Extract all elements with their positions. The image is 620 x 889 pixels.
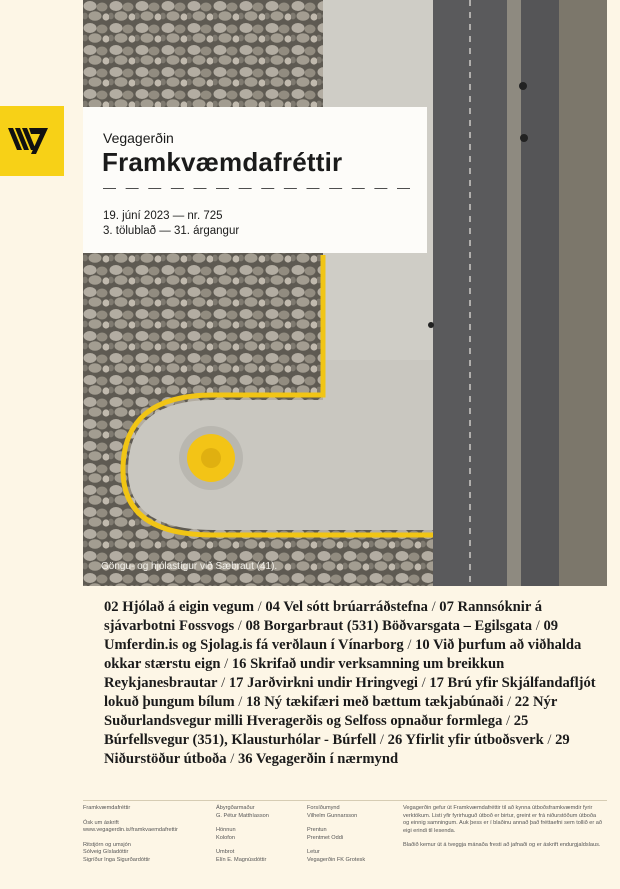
colophon-entry: Ábyrgðarmaður G. Pétur Matthíasson bbox=[216, 805, 269, 819]
colophon-col-1 bbox=[83, 805, 193, 871]
colophon-entry: Hönnun Kolofon bbox=[216, 827, 236, 841]
colophon-entry: Ósk um áskrift www.vegagerdin.is/framkvaemdafrettir bbox=[83, 819, 178, 833]
title-dashes: — — — — — — — — — — — — — — bbox=[103, 180, 413, 195]
colophon-col-4 bbox=[403, 805, 603, 857]
toc-item[interactable]: 17 Jarðvirkni undir Hringvegi bbox=[228, 675, 418, 691]
toc-item[interactable]: 10 Við þurfum að viðhalda okkar stærstu eign bbox=[104, 637, 582, 672]
toc-item[interactable]: 25 Búrfellsvegur (351), Klausturhólar - Búrfell bbox=[104, 713, 529, 748]
colophon-entry: Vegagerðin gefur út Framkvæmdafréttir til að kynna útboðsframkvæmdir fyrir verktökum. Listi yfir fyrirhuguð útboð er birtur, greint er frá niðurstöðum útboða og einnig samningum. Auk þess er í blaðinu annað það fréttaefni sem tollið er að eigi erindi til lesenda. bbox=[403, 805, 603, 834]
colophon-entry: Prentun Prentmet Oddi bbox=[307, 827, 344, 841]
colophon-col-2 bbox=[216, 805, 296, 871]
issue-date-line: 19. júní 2023 — nr. 725 bbox=[103, 210, 223, 222]
toc-item[interactable]: 18 Ný tækifæri með bættum tækjabúnaði bbox=[245, 694, 504, 710]
colophon-entry: Umbrot Elín E. Magnúsdóttir bbox=[216, 849, 267, 863]
colophon-entry: Framkvæmdafréttir bbox=[83, 805, 131, 811]
issue-meta bbox=[103, 209, 239, 239]
colophon-entry: Letur Vegagerðin FK Grotesk bbox=[307, 849, 366, 863]
toc-item[interactable]: 09 Umferdin.is og Sjolag.is fá verðlaun í Vínarborg bbox=[104, 618, 559, 653]
table-of-contents: 02 Hjólað á eigin vegum / 04 Vel sótt brúarráðstefna / 07 Rannsóknir á sjávarbotni Fossvogs / 08 Borgarbraut (531) Böðvarsgata – Egilsgata / 09 Umferdin.is og Sjolag.is fá verðlaun í Vínarborg / 10 Við þurfum að viðhalda okkar stærstu eign / 16 Skrifað undir verksamning um breikkun Reykjanesbrautar / 17 Jarðvirkni undir Hringvegi / 17 Brú yfir Skjálfandafljót lokuð þungum bílum / 18 Ný tækifæri með bættum tækjabúnaði / 22 Nýr Suðurlandsvegur milli Hveragerðis og Selfoss opnaður formlega / 25 Búrfellsvegur (351), Klausturhólar - Búrfell / 26 Yfirlit yfir útboðsverk / 29 Niðurstöður útboða / 36 Vegagerðin í nærmynd bbox=[104, 599, 596, 767]
volume-line: 3. tölublað — 31. árgangur bbox=[103, 225, 240, 237]
toc-item[interactable]: 26 Yfirlit yfir útboðsverk bbox=[387, 732, 544, 748]
toc-item[interactable]: 29 Niðurstöður útboða bbox=[104, 732, 570, 767]
toc-item[interactable]: 02 Hjólað á eigin vegum bbox=[104, 599, 254, 615]
toc-item[interactable]: 22 Nýr Suðurlandsvegur milli Hveragerðis og Selfoss opnaður formlega bbox=[104, 694, 558, 729]
vegagerdin-logo bbox=[0, 106, 64, 176]
toc-item[interactable]: 07 Rannsóknir á sjávarbotni Fossvogs bbox=[104, 599, 543, 634]
toc-item[interactable]: 17 Brú yfir Skjálfandafljót lokuð þungum bílum bbox=[104, 675, 596, 710]
colophon bbox=[83, 800, 607, 863]
page-title: Framkvæmdafréttir bbox=[102, 147, 343, 177]
cover-photo bbox=[83, 0, 607, 586]
publisher-name: Vegagerðin bbox=[103, 130, 174, 146]
toc-item[interactable]: 16 Skrifað undir verksamning um breikkun Reykjanesbrautar bbox=[104, 656, 505, 691]
photo-caption: Göngu- og hjólastígur við Sæbraut (41). bbox=[101, 561, 278, 572]
toc-item[interactable]: 08 Borgarbraut (531) Böðvarsgata – Egilsgata bbox=[245, 618, 533, 634]
colophon-entry: Blaðið kemur út á tveggja mánaða fresti að jafnaði og er áskrift endurgjaldslaus. bbox=[403, 842, 601, 848]
logo-mark-icon bbox=[0, 106, 64, 176]
colophon-entry: Forsíðumynd Vilhelm Gunnarsson bbox=[307, 805, 358, 819]
masthead bbox=[83, 107, 427, 253]
colophon-col-3 bbox=[307, 805, 397, 871]
colophon-entry: Ritstjórn og umsjón Sólveig Gísladóttir Sigríður Inga Sigurðardóttir bbox=[83, 841, 151, 863]
toc-item[interactable]: 04 Vel sótt brúarráðstefna bbox=[265, 599, 428, 615]
toc-item[interactable]: 36 Vegagerðin í nærmynd bbox=[237, 751, 399, 767]
